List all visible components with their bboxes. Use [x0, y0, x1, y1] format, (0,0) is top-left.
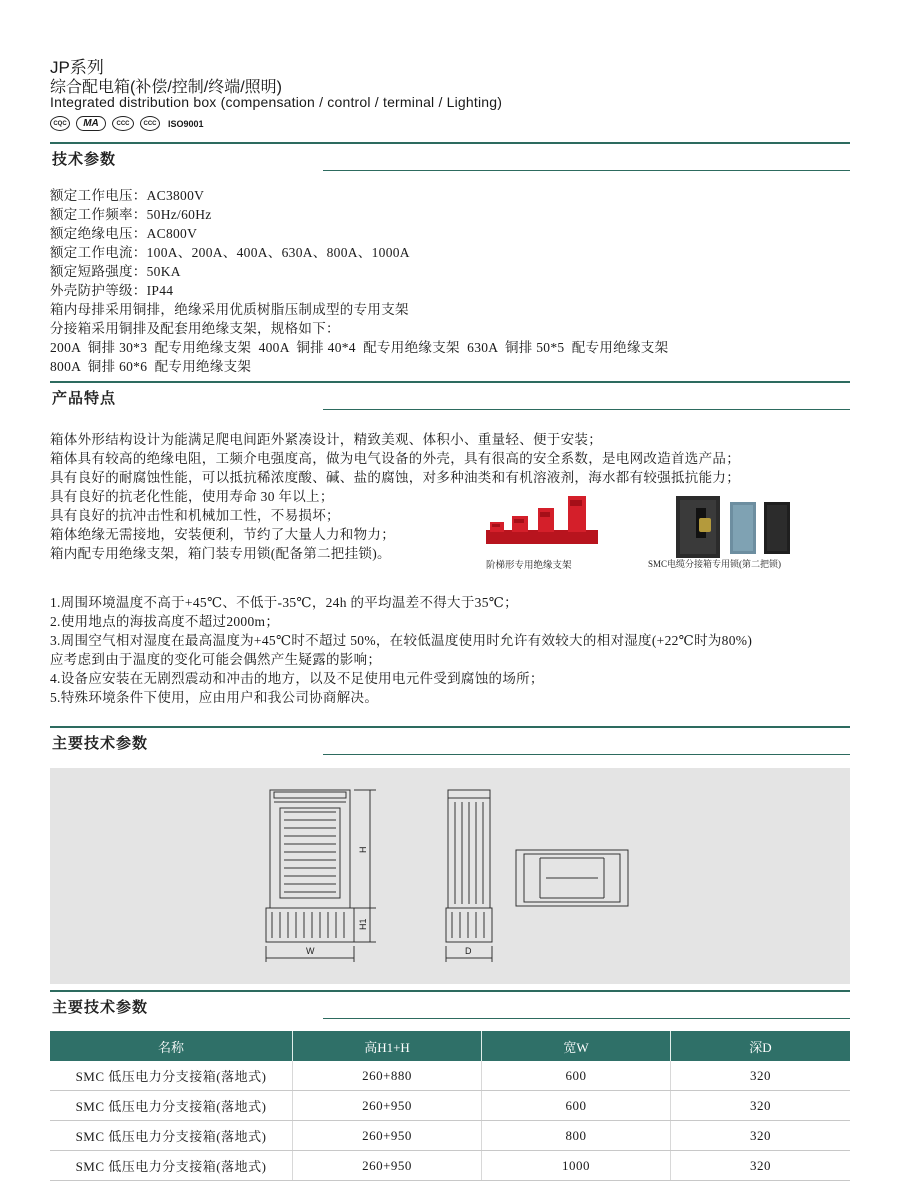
dim-label-d: D: [465, 946, 472, 956]
text-line: 1.周围环境温度不高于+45℃、不低于-35℃，24h 的平均温差不得大于35℃；: [50, 595, 518, 610]
insulator-caption: 阶梯形专用绝缘支架: [486, 561, 572, 571]
certification-logos: [50, 116, 204, 131]
section-header-main-params-table: [50, 990, 850, 1020]
table-row: [50, 1151, 850, 1181]
table-row: [50, 1121, 850, 1151]
cell-depth: 320: [671, 1091, 851, 1121]
text-line: 具有良好的抗冲击性和机械加工性，不易损坏；: [50, 508, 340, 523]
cell-height: 260+880: [293, 1061, 482, 1091]
ccc-circle-logo-icon: CCC: [140, 116, 160, 131]
product-title-cn: 综合配电箱(补偿/控制/终端/照明): [50, 79, 282, 96]
dim-label-w: W: [306, 946, 315, 956]
text-line: 分接箱采用铜排及配套用绝缘支架，规格如下：: [50, 321, 340, 336]
cell-depth: 320: [671, 1061, 851, 1091]
text-line: 3.周围空气相对湿度在最高温度为+45℃时不超过 50%，在较低温度使用时允许有效较大的相对湿度(+22℃时为80%): [50, 633, 753, 648]
text-line: 4.设备应安装在无剧烈震动和冲击的地方，以及不足使用电元件受到腐蚀的场所；: [50, 671, 544, 686]
dimension-drawing: [50, 768, 850, 984]
insulator-photo: [482, 492, 602, 552]
cell-width: 800: [482, 1121, 671, 1151]
cell-width: 600: [482, 1061, 671, 1091]
column-header-width: 宽W: [482, 1031, 671, 1061]
lock-photo: [674, 494, 814, 560]
text-line: 箱体绝缘无需接地，安装便利，节约了大量人力和物力；: [50, 527, 395, 542]
text-line: 额定工作电流：100A、200A、400A、630A、800A、1000A: [50, 245, 410, 260]
table-row: [50, 1061, 850, 1091]
cell-name: SMC 低压电力分支接箱(落地式): [50, 1091, 293, 1121]
cell-width: 1000: [482, 1151, 671, 1181]
series-title: JP系列: [50, 58, 104, 77]
lock-caption: SMC电缆分接箱专用锁(第二把锁): [648, 559, 782, 569]
text-line: 2.使用地点的海拔高度不超过2000m；: [50, 614, 280, 629]
side-view: [446, 790, 492, 962]
iso9001-logo: ISO9001: [168, 118, 204, 129]
text-line: 箱体具有较高的绝缘电阻，工频介电强度高，做为电气设备的外壳，具有很高的安全系数，是电网改造首选产品；: [50, 451, 740, 466]
cma-logo-icon: MA: [76, 116, 106, 131]
text-line: 箱内配专用绝缘支架，箱门装专用锁(配备第二把挂锁)。: [50, 546, 391, 561]
section-header-main-params-drawing: [50, 726, 850, 756]
text-line: 应考虑到由于温度的变化可能会偶然产生疑露的影响；: [50, 652, 382, 667]
section-title: 主要技术参数: [52, 999, 149, 1016]
text-line: 200A 铜排 30*3 配专用绝缘支架 400A 铜排 40*4 配专用绝缘支架 630A 铜排 50*5 配专用绝缘支架: [50, 340, 669, 355]
text-line: 具有良好的抗老化性能，使用寿命 30 年以上；: [50, 489, 334, 504]
section-title: 主要技术参数: [52, 735, 149, 752]
text-line: 额定绝缘电压：AC800V: [50, 226, 198, 241]
front-view: [266, 790, 376, 962]
text-line: 具有良好的耐腐蚀性能，可以抵抗稀浓度酸、碱、盐的腐蚀，对多种油类和有机溶液剂，海水都有较强抵抗能力；: [50, 470, 740, 485]
ccc-logo-icon: CCC: [112, 116, 134, 131]
column-header-height: 高H1+H: [293, 1031, 482, 1061]
text-line: 箱体外形结构设计为能满足爬电间距外紧凑设计，精致美观、体积小、重量轻、便于安装；: [50, 432, 602, 447]
cell-depth: 320: [671, 1151, 851, 1181]
text-line: 外壳防护等级：IP44: [50, 283, 174, 298]
section-title: 产品特点: [52, 390, 117, 407]
cell-width: 600: [482, 1091, 671, 1121]
text-line: 箱内母排采用铜排，绝缘采用优质树脂压制成型的专用支架: [50, 302, 409, 317]
tech-params-text: [50, 186, 668, 376]
cell-name: SMC 低压电力分支接箱(落地式): [50, 1121, 293, 1151]
table-row: [50, 1091, 850, 1121]
cell-height: 260+950: [293, 1151, 482, 1181]
text-line: 800A 铜排 60*6 配专用绝缘支架: [50, 359, 252, 374]
text-line: 5.特殊环境条件下使用，应由用户和我公司协商解决。: [50, 690, 379, 705]
cqc-logo-icon: CQC: [50, 116, 70, 131]
section-header-features: [50, 381, 850, 411]
column-header-name: 名称: [50, 1031, 293, 1061]
operating-conditions-text: [50, 593, 752, 707]
dim-label-h1: H1: [358, 918, 368, 930]
product-title-en: Integrated distribution box (compensation / control / terminal / Lighting): [50, 94, 503, 110]
section-header-tech-params: [50, 142, 850, 172]
text-line: 额定工作电压：AC3800V: [50, 188, 205, 203]
section-title: 技术参数: [52, 151, 117, 168]
text-line: 额定短路强度：50KA: [50, 264, 181, 279]
table-header-row: [50, 1031, 850, 1061]
dim-label-h: H: [358, 846, 368, 853]
text-line: 额定工作频率：50Hz/60Hz: [50, 207, 212, 222]
features-text: [50, 430, 740, 563]
cell-depth: 320: [671, 1121, 851, 1151]
top-view: [516, 850, 628, 906]
cell-height: 260+950: [293, 1091, 482, 1121]
cell-height: 260+950: [293, 1121, 482, 1151]
column-header-depth: 深D: [671, 1031, 851, 1061]
params-table: [50, 1031, 850, 1181]
cell-name: SMC 低压电力分支接箱(落地式): [50, 1061, 293, 1091]
cell-name: SMC 低压电力分支接箱(落地式): [50, 1151, 293, 1181]
